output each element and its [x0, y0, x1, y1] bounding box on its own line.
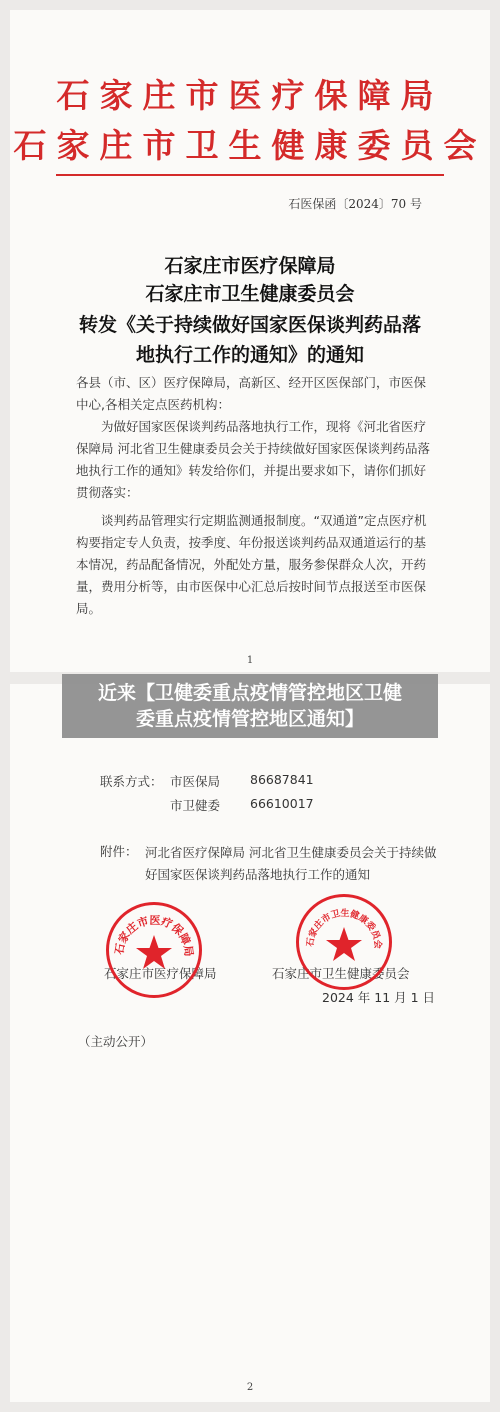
overlay-title-banner: [62, 674, 438, 738]
banner-line-1: 近来【卫健委重点疫情管控地区卫健: [97, 682, 402, 704]
contact-org-2: 市卫健委: [170, 798, 221, 813]
seal-right-star-icon: [326, 927, 362, 961]
banner-line-2: 委重点疫情管控地区通知】: [135, 708, 364, 730]
issuer-header-line1: 石家庄市医疗保障局: [56, 76, 444, 115]
document-number: 石医保函〔2024〕70 号: [288, 197, 422, 211]
signature-org-1: 石家庄市医疗保障局: [104, 966, 217, 981]
contact-label: 联系方式：: [100, 774, 163, 789]
contact-phone-1: 86687841: [250, 772, 314, 787]
body-paragraph-2: 谈判药品管理实行定期监测通报制度。“双通道”定点医疗机构要指定专人负责，按季度、年份报送谈判药品双通道运行的基本情况，药品配备情况，外配处方量，服务参保群众人次，开药量，费用分析等，由市医保中心汇总后按时间节点报送至市医保局。: [76, 513, 427, 616]
disclosure-note: （主动公开）: [78, 1034, 154, 1049]
header-red-rule: [56, 174, 444, 176]
contact-org-1: 市医保局: [170, 774, 221, 789]
official-seal-left: [106, 902, 202, 998]
seal-left-text: 石家庄市医疗保障局: [112, 913, 196, 958]
seal-right-text: 石家庄市卫生健康委员会: [305, 908, 383, 950]
signature-org-2: 石家庄市卫生健康委员会: [272, 966, 410, 981]
issuer-header-line2: 石家庄市卫生健康委员会: [13, 126, 487, 165]
signature-date: 2024 年 11 月 1 日: [322, 990, 436, 1005]
title-line-3: 转发《关于持续做好国家医保谈判药品落: [78, 314, 421, 336]
page-number-2: 2: [246, 1382, 254, 1393]
seal-left-graphic: [109, 905, 199, 995]
attachment-text: 河北省医疗保障局 河北省卫生健康委员会关于持续做好国家医保谈判药品落地执行工作的通知: [145, 845, 437, 882]
official-seal-right: [296, 894, 392, 990]
seal-left-star-icon: [136, 935, 172, 969]
page-number-1: 1: [246, 655, 254, 666]
title-line-2: 石家庄市卫生健康委员会: [145, 283, 355, 305]
title-line-1: 石家庄市医疗保障局: [164, 255, 336, 277]
recipients-paragraph: 各县（市、区）医疗保障局，高新区、经开区医保部门，市医保中心,各相关定点医药机构：: [76, 375, 427, 412]
contact-phone-2: 66610017: [250, 796, 314, 811]
document-page-1: [10, 10, 490, 672]
attachment-label: 附件：: [100, 844, 138, 859]
seal-right-graphic: [299, 897, 389, 987]
body-paragraph-1: 为做好国家医保谈判药品落地执行工作，现将《河北省医疗保障局 河北省卫生健康委员会关于持续做好国家医保谈判药品落地执行工作的通知》转发给你们，并提出要求如下，请你们抓好贯彻落实：: [76, 419, 430, 500]
document-page-2: [10, 684, 490, 1402]
title-line-4: 地执行工作的通知》的通知: [135, 344, 364, 366]
